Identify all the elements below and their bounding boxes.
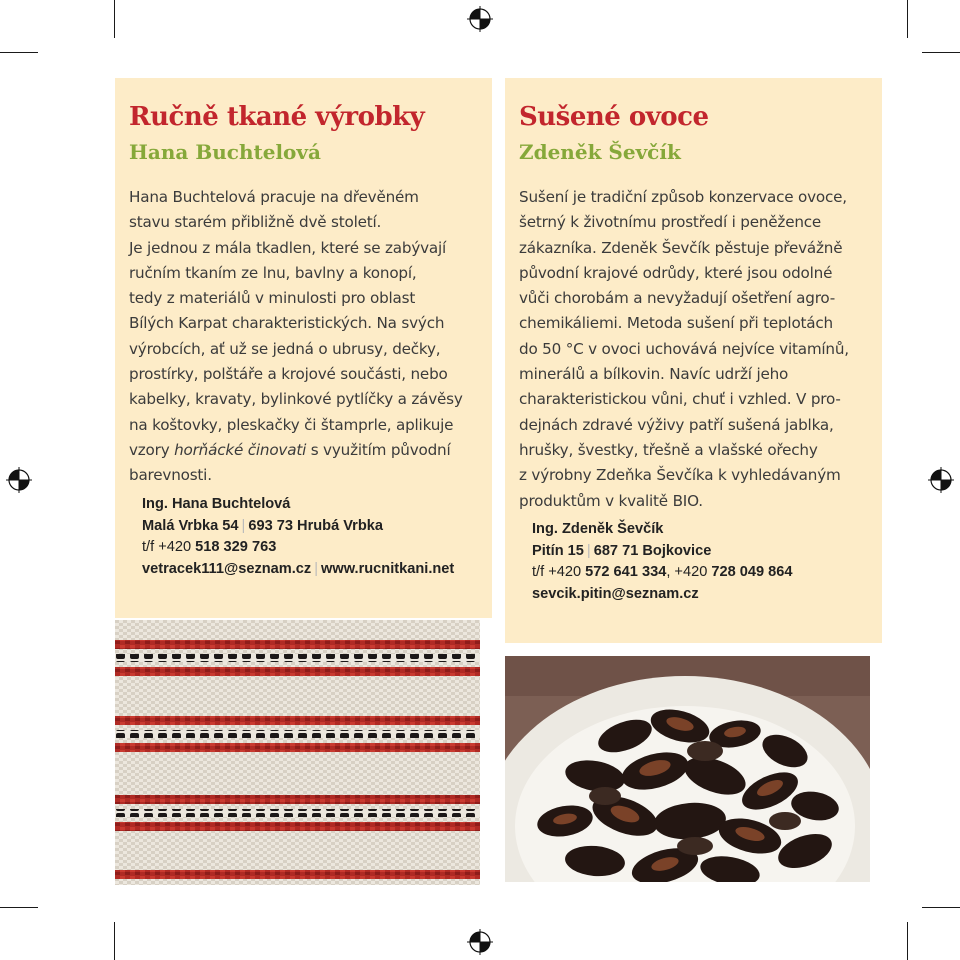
body-line: na koštovky, pleskačky či štamprle, aplikuje [129, 415, 454, 434]
crop-mark-top-left-v [114, 0, 115, 38]
contact-address: Pitín 15 | 687 71 Bojkovice [532, 542, 712, 559]
right-article-author: Zdeněk Ševčík [519, 140, 681, 164]
website-link[interactable]: www.rucnitkani.net [321, 560, 455, 577]
email-link[interactable]: sevcik.pitin@seznam.cz [532, 585, 699, 602]
body-line: šetrný k životnímu prostředí i peněžence [519, 213, 822, 232]
body-line: prostírky, polštáře a krojové součásti, nebo [129, 365, 448, 384]
woven-textile-photo [115, 620, 480, 885]
dried-fruit-image [505, 656, 870, 882]
contact-name: Ing. Zdeněk Ševčík [532, 521, 664, 537]
body-line: stavu starém přibližně dvě století. [129, 213, 382, 232]
right-article-title: Sušené ovoce [519, 102, 709, 132]
body-line: do 50 °C v ovoci uchovává nejvíce vitamínů, [519, 339, 849, 358]
contact-address: Malá Vrbka 54 | 693 73 Hrubá Vrbka [142, 517, 384, 534]
crop-mark-top-right-h [922, 52, 960, 53]
left-contact-block [142, 494, 454, 580]
body-line: vzory horňácké činovati s využitím původní [129, 440, 451, 459]
right-article-panel [505, 78, 882, 643]
right-article-body [519, 185, 849, 514]
body-line: charakteristickou vůni, chuť i vzhled. V pro- [519, 390, 841, 409]
body-line: hrušky, švestky, třešně a vlašské ořechy [519, 440, 818, 459]
crop-mark-bottom-right-h [922, 907, 960, 908]
contact-web: vetracek111@seznam.cz | www.rucnitkani.net [142, 560, 455, 577]
right-contact-block [532, 519, 793, 605]
woven-textile-image [115, 620, 480, 885]
body-line: chemikáliemi. Metoda sušení při teplotách [519, 314, 833, 333]
left-article-body [129, 185, 463, 489]
crop-mark-top-left-h [0, 52, 38, 53]
crop-mark-top-right-v [907, 0, 908, 38]
body-line: dejnách zdravé výživy patří sušená jablka, [519, 415, 834, 434]
crop-mark-bottom-left-h [0, 907, 38, 908]
contact-phone: t/f +420 518 329 763 [142, 539, 277, 555]
body-line: Sušení je tradiční způsob konzervace ovoce, [519, 188, 847, 206]
body-line: minerálů a bílkovin. Navíc udrží jeho [519, 365, 789, 384]
left-article-author: Hana Buchtelová [129, 140, 321, 164]
emphasis-text: horňácké činovati [174, 440, 307, 459]
body-line: vůči chorobám a nevyžadují ošetření agro- [519, 289, 836, 308]
left-article-panel [115, 78, 492, 618]
body-line: Bílých Karpat charakteristických. Na svých [129, 314, 445, 333]
email-link[interactable]: vetracek111@seznam.cz [142, 560, 312, 577]
contact-phone: t/f +420 572 641 334, +420 728 049 864 [532, 564, 793, 580]
body-line: Je jednou z mála tkadlen, které se zabývají [129, 238, 447, 257]
body-line: Hana Buchtelová pracuje na dřevěném [129, 188, 419, 206]
crop-mark-bottom-left-v [114, 922, 115, 960]
dried-fruit-photo [505, 656, 870, 882]
contact-name: Ing. Hana Buchtelová [142, 496, 291, 512]
body-line: barevnosti. [129, 466, 212, 485]
body-line: produktům v kvalitě BIO. [519, 491, 703, 510]
crop-mark-bottom-right-v [907, 922, 908, 960]
registration-mark-top-icon [467, 6, 493, 32]
registration-mark-left-icon [6, 467, 32, 493]
body-line: výrobcích, ať už se jedná o ubrusy, dečky, [129, 339, 441, 358]
body-line: kabelky, kravaty, bylinkové pytlíčky a závěsy [129, 390, 463, 409]
body-line: ručním tkaním ze lnu, bavlny a konopí, [129, 263, 417, 282]
body-line: zákazníka. Zdeněk Ševčík pěstuje převážně [519, 238, 843, 257]
registration-mark-right-icon [928, 467, 954, 493]
body-line: původní krajové odrůdy, které jsou odolné [519, 263, 833, 282]
left-article-title: Ručně tkané výrobky [129, 102, 425, 132]
body-line: z výrobny Zdeňka Ševčíka k vyhledávaným [519, 466, 841, 485]
body-line: tedy z materiálů v minulosti pro oblast [129, 289, 416, 308]
registration-mark-bottom-icon [467, 929, 493, 955]
